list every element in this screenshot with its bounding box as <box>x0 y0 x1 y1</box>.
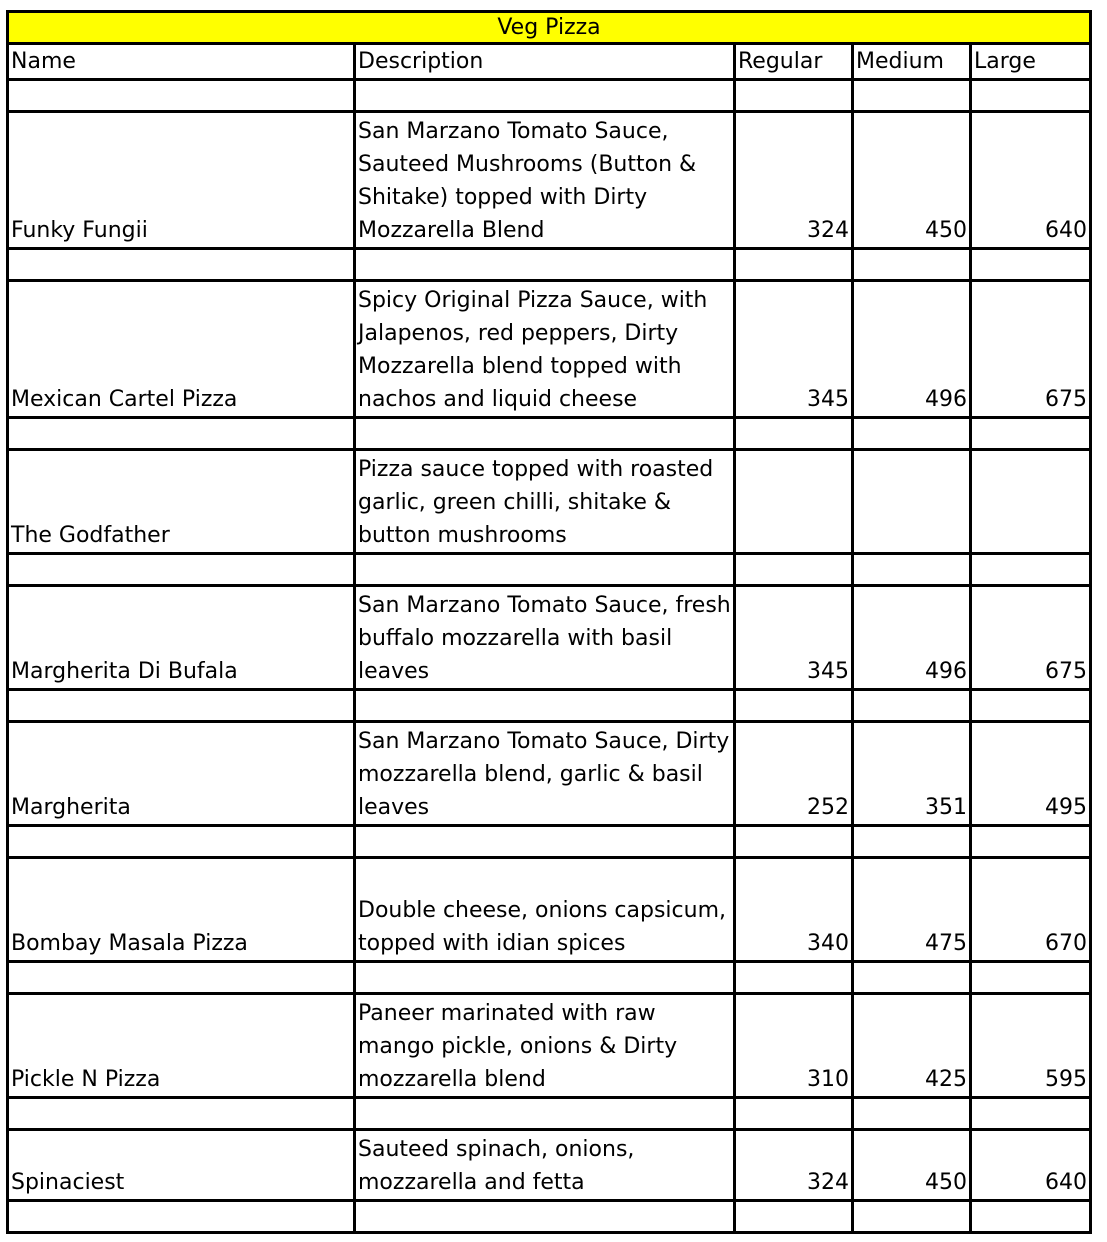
empty-cell <box>8 1098 355 1130</box>
pizza-row <box>8 858 1091 962</box>
price-regular: 252 <box>735 722 853 826</box>
description-line: Pizza sauce topped with roasted <box>358 457 714 482</box>
price-large: 675 <box>971 281 1091 418</box>
price-medium: 351 <box>853 722 971 826</box>
description-line: mozzarella and fetta <box>358 1170 585 1195</box>
spacer-row <box>8 1201 1091 1233</box>
empty-cell <box>735 1098 853 1130</box>
price-regular: 345 <box>735 586 853 690</box>
description-line: mozzarella blend <box>358 1067 546 1092</box>
description-line: leaves <box>358 795 430 820</box>
pizza-name: Mexican Cartel Pizza <box>8 281 355 418</box>
empty-cell <box>853 962 971 994</box>
empty-cell <box>971 554 1091 586</box>
price-regular: 310 <box>735 994 853 1098</box>
empty-cell <box>971 249 1091 281</box>
empty-cell <box>355 1201 735 1233</box>
empty-cell <box>8 826 355 858</box>
pizza-row <box>8 994 1091 1098</box>
empty-cell <box>735 418 853 450</box>
price-regular: 324 <box>735 112 853 249</box>
spacer-row <box>8 826 1091 858</box>
veg-pizza-menu-table <box>6 10 1092 1234</box>
empty-cell <box>735 826 853 858</box>
empty-cell <box>355 249 735 281</box>
pizza-description <box>355 722 735 826</box>
spacer-row <box>8 962 1091 994</box>
description-line: Mozzarella blend topped with <box>358 354 682 379</box>
empty-cell <box>355 80 735 112</box>
description-line: leaves <box>358 659 430 684</box>
pizza-row <box>8 112 1091 249</box>
pizza-description <box>355 112 735 249</box>
price-large: 670 <box>971 858 1091 962</box>
description-line: topped with idian spices <box>358 931 626 956</box>
description-line: Spicy Original Pizza Sauce, with <box>358 288 708 313</box>
description-line: San Marzano Tomato Sauce, <box>358 119 669 144</box>
price-large: 675 <box>971 586 1091 690</box>
price-large: 595 <box>971 994 1091 1098</box>
empty-cell <box>355 826 735 858</box>
empty-cell <box>971 962 1091 994</box>
description-line: nachos and liquid cheese <box>358 387 638 412</box>
description-line: mango pickle, onions & Dirty <box>358 1034 678 1059</box>
empty-cell <box>853 1098 971 1130</box>
pizza-name: Funky Fungii <box>8 112 355 249</box>
price-regular: 340 <box>735 858 853 962</box>
pizza-row <box>8 586 1091 690</box>
price-regular: 324 <box>735 1130 853 1201</box>
price-large <box>971 450 1091 554</box>
description-line: garlic, green chilli, shitake & <box>358 490 672 515</box>
column-header-name: Name <box>8 44 355 80</box>
empty-cell <box>853 418 971 450</box>
price-regular <box>735 450 853 554</box>
pizza-name: Margherita <box>8 722 355 826</box>
price-medium: 425 <box>853 994 971 1098</box>
pizza-description <box>355 1130 735 1201</box>
price-medium <box>853 450 971 554</box>
menu-title: Veg Pizza <box>8 12 1091 44</box>
header-row <box>8 44 1091 80</box>
empty-cell <box>355 1098 735 1130</box>
pizza-name: Bombay Masala Pizza <box>8 858 355 962</box>
price-medium: 475 <box>853 858 971 962</box>
price-large: 640 <box>971 112 1091 249</box>
empty-cell <box>853 80 971 112</box>
spacer-row <box>8 1098 1091 1130</box>
empty-cell <box>971 1098 1091 1130</box>
pizza-row <box>8 722 1091 826</box>
price-medium: 496 <box>853 586 971 690</box>
empty-cell <box>971 826 1091 858</box>
pizza-description <box>355 994 735 1098</box>
price-medium: 450 <box>853 1130 971 1201</box>
empty-cell <box>735 80 853 112</box>
description-line: Mozzarella Blend <box>358 218 545 243</box>
empty-cell <box>8 249 355 281</box>
description-line: San Marzano Tomato Sauce, fresh <box>358 593 731 618</box>
price-medium: 450 <box>853 112 971 249</box>
empty-cell <box>735 962 853 994</box>
empty-cell <box>735 1201 853 1233</box>
empty-cell <box>355 554 735 586</box>
pizza-row <box>8 281 1091 418</box>
pizza-name: The Godfather <box>8 450 355 554</box>
pizza-description <box>355 858 735 962</box>
empty-cell <box>355 962 735 994</box>
description-line: Sauteed Mushrooms (Button & <box>358 152 697 177</box>
spacer-row <box>8 418 1091 450</box>
column-header-medium: Medium <box>853 44 971 80</box>
empty-cell <box>735 554 853 586</box>
empty-cell <box>8 554 355 586</box>
spacer-row <box>8 80 1091 112</box>
column-header-large: Large <box>971 44 1091 80</box>
description-line: button mushrooms <box>358 523 567 548</box>
empty-cell <box>971 80 1091 112</box>
description-line: Sauteed spinach, onions, <box>358 1137 635 1162</box>
price-medium: 496 <box>853 281 971 418</box>
description-line: Paneer marinated with raw <box>358 1001 656 1026</box>
description-line: San Marzano Tomato Sauce, Dirty <box>358 729 730 754</box>
spacer-row <box>8 249 1091 281</box>
empty-cell <box>735 690 853 722</box>
price-regular: 345 <box>735 281 853 418</box>
empty-cell <box>853 1201 971 1233</box>
price-large: 495 <box>971 722 1091 826</box>
title-row <box>8 12 1091 44</box>
price-large: 640 <box>971 1130 1091 1201</box>
spacer-row <box>8 554 1091 586</box>
empty-cell <box>853 690 971 722</box>
description-line: Shitake) topped with Dirty <box>358 185 648 210</box>
empty-cell <box>971 1201 1091 1233</box>
empty-cell <box>853 554 971 586</box>
pizza-name: Spinaciest <box>8 1130 355 1201</box>
empty-cell <box>355 418 735 450</box>
pizza-description <box>355 450 735 554</box>
pizza-description <box>355 281 735 418</box>
empty-cell <box>8 690 355 722</box>
column-header-description: Description <box>355 44 735 80</box>
description-line: Jalapenos, red peppers, Dirty <box>358 321 679 346</box>
empty-cell <box>355 690 735 722</box>
empty-cell <box>8 962 355 994</box>
description-line: buffalo mozzarella with basil <box>358 626 673 651</box>
empty-cell <box>8 80 355 112</box>
description-line: Double cheese, onions capsicum, <box>358 898 726 923</box>
empty-cell <box>8 418 355 450</box>
column-header-regular: Regular <box>735 44 853 80</box>
empty-cell <box>853 826 971 858</box>
empty-cell <box>971 418 1091 450</box>
pizza-name: Margherita Di Bufala <box>8 586 355 690</box>
pizza-description <box>355 586 735 690</box>
pizza-row <box>8 450 1091 554</box>
pizza-name: Pickle N Pizza <box>8 994 355 1098</box>
empty-cell <box>8 1201 355 1233</box>
empty-cell <box>853 249 971 281</box>
empty-cell <box>735 249 853 281</box>
description-line: mozzarella blend, garlic & basil <box>358 762 703 787</box>
empty-cell <box>971 690 1091 722</box>
pizza-row <box>8 1130 1091 1201</box>
spacer-row <box>8 690 1091 722</box>
